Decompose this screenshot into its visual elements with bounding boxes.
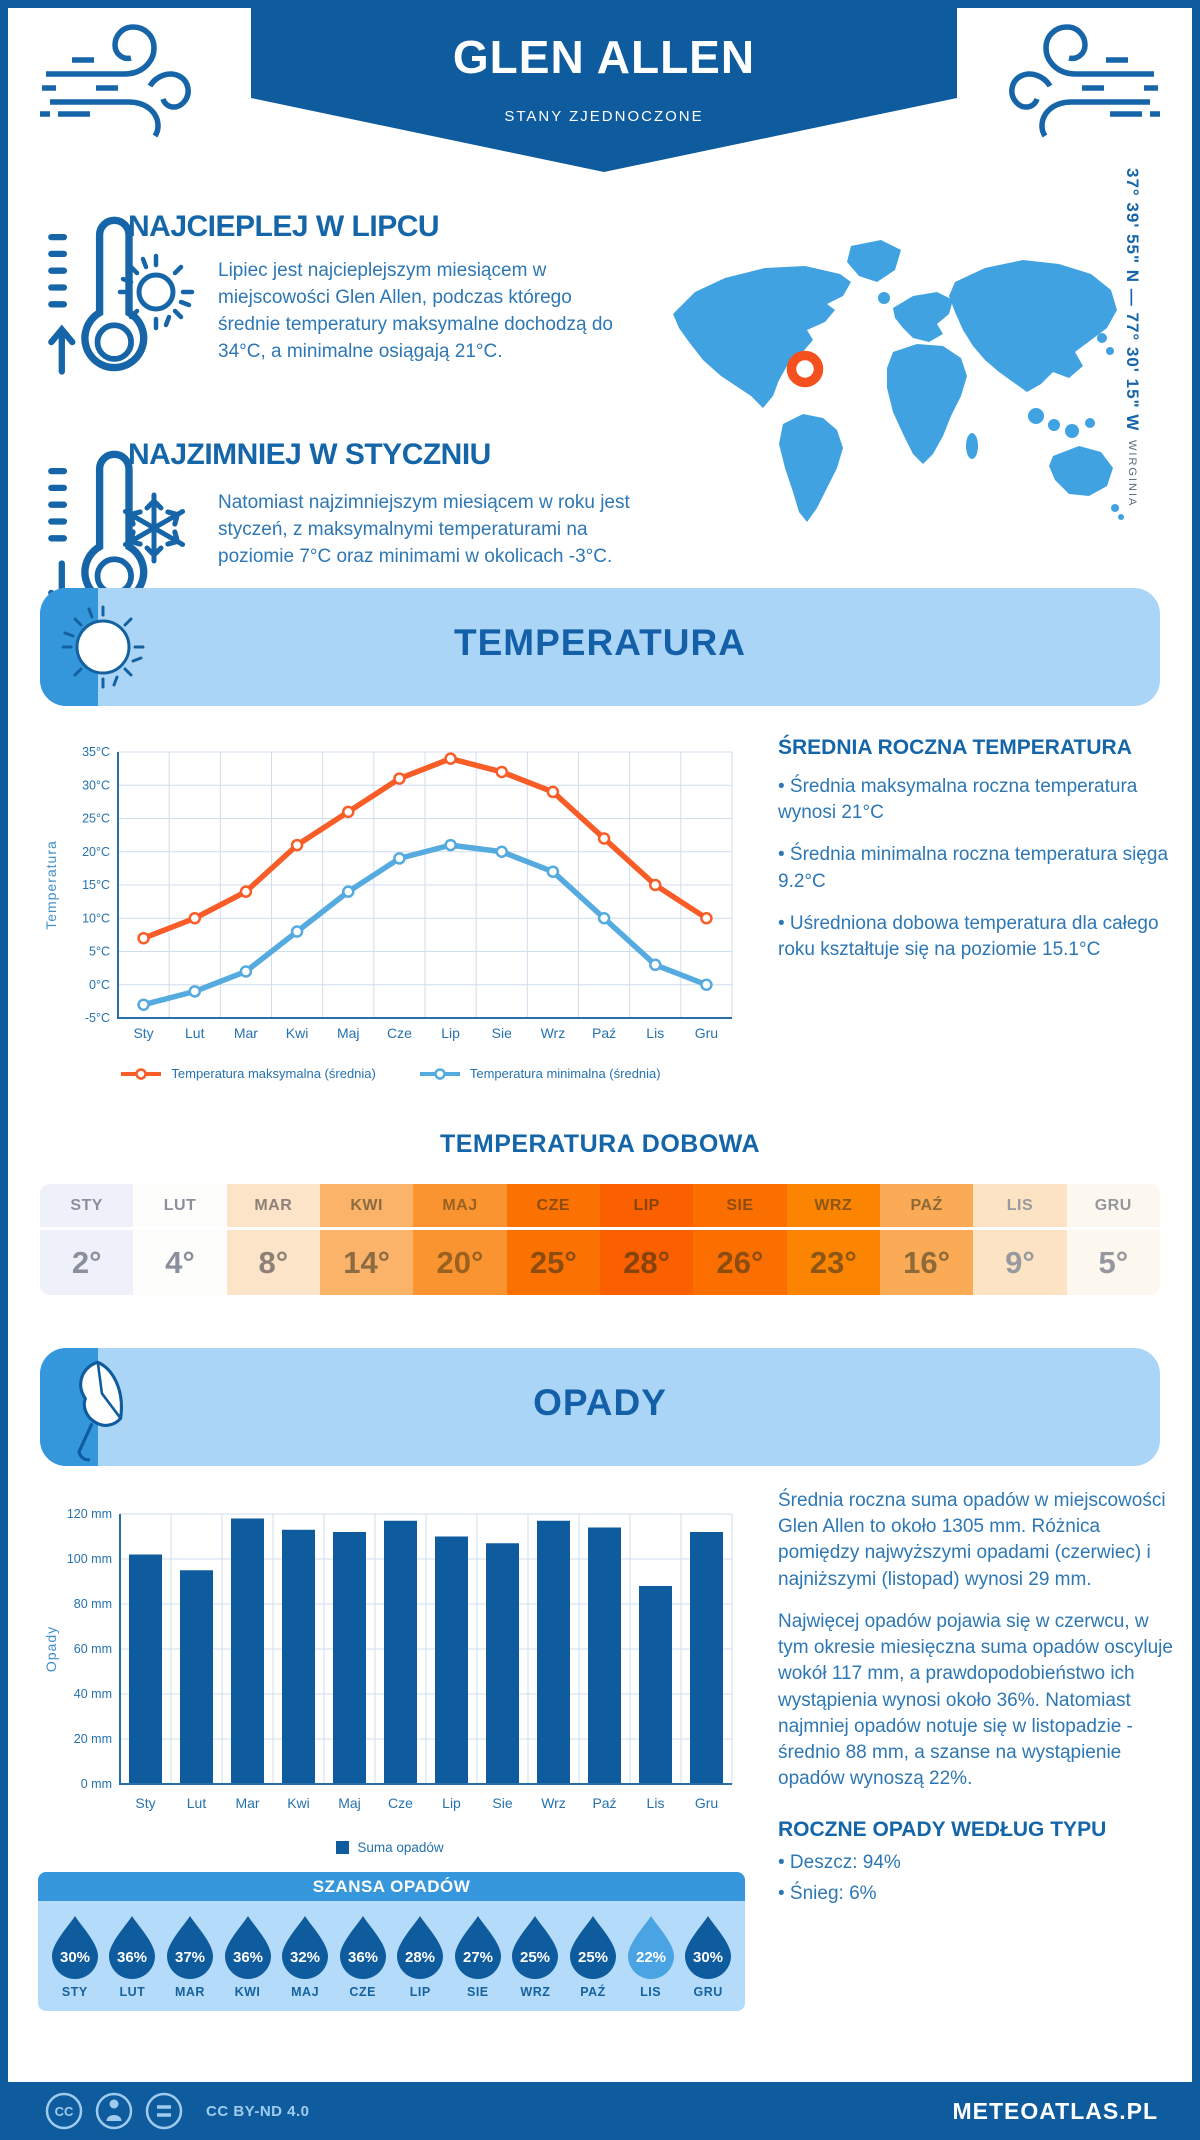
footer	[0, 2082, 1200, 2140]
daily-temp-column	[600, 1184, 693, 1295]
coordinates-text: 37° 39' 55" N — 77° 30' 15" W	[1123, 168, 1142, 432]
daily-temp-month: MAR	[227, 1184, 320, 1230]
bar-legend-swatch	[336, 1841, 349, 1854]
brand-label: METEOATLAS.PL	[952, 2097, 1158, 2124]
svg-text:Gru: Gru	[694, 1025, 719, 1041]
daily-temp-column	[787, 1184, 880, 1295]
svg-text:20°C: 20°C	[82, 844, 110, 859]
chance-month-cell	[622, 1915, 680, 1999]
coldest-text: Natomiast najzimniejszym miesiącem w roku jest styczeń, z maksymalnymi temperaturami na poziomie 7°C oraz minimami w okolicach -3°C.	[218, 492, 630, 567]
precipitation-types-title: ROCZNE OPADY WEDŁUG TYPU	[778, 1818, 1107, 1842]
daily-temperature-table	[40, 1184, 1160, 1295]
chance-month-label: LIP	[409, 1985, 431, 1999]
daily-temp-month: LIS	[973, 1184, 1066, 1230]
daily-temp-column	[227, 1184, 320, 1295]
svg-text:80 mm: 80 mm	[73, 1597, 112, 1611]
svg-text:27%: 27%	[462, 1949, 493, 1966]
svg-text:32%: 32%	[290, 1949, 321, 1966]
svg-text:Kwi: Kwi	[285, 1025, 309, 1041]
chance-month-label: STY	[61, 1985, 88, 1999]
chance-month-label: LIS	[640, 1985, 662, 1999]
svg-text:Lut: Lut	[186, 1795, 207, 1811]
annual-bullet: • Uśredniona dobowa temperatura dla całego roku kształtuje się na poziomie 15.1°C	[778, 912, 1159, 961]
daily-temp-value: 25°	[529, 1244, 577, 1280]
annual-temperature-title: ŚREDNIA ROCZNA TEMPERATURA	[778, 736, 1132, 759]
svg-text:36%: 36%	[232, 1949, 263, 1966]
svg-text:Paź: Paź	[592, 1025, 617, 1041]
svg-text:120 mm: 120 mm	[66, 1507, 112, 1521]
location-marker	[792, 356, 819, 383]
daily-temp-value: 26°	[716, 1244, 764, 1280]
daily-temp-value: 28°	[623, 1244, 671, 1280]
coordinates-block	[1122, 168, 1142, 548]
svg-text:28%: 28%	[405, 1949, 436, 1966]
svg-text:25%: 25%	[520, 1949, 551, 1966]
daily-temp-month: STY	[40, 1184, 133, 1230]
cc-license-icons	[42, 2089, 192, 2133]
daily-temp-value: 14°	[343, 1244, 391, 1280]
daily-temp-value: 23°	[809, 1244, 857, 1280]
chance-month-cell	[564, 1915, 622, 1999]
svg-text:Maj: Maj	[338, 1795, 361, 1811]
chance-month-cell	[46, 1915, 104, 1999]
precipitation-chance-row	[38, 1901, 745, 2011]
droplet-icon	[167, 1915, 213, 1979]
svg-text:Lip: Lip	[442, 1795, 461, 1811]
daily-temp-value: 16°	[903, 1244, 951, 1280]
precipitation-bar-chart	[40, 1500, 740, 1832]
daily-temp-month: SIE	[693, 1184, 786, 1230]
cc-nd-icon	[147, 2094, 181, 2128]
legend-label: Temperatura minimalna (średnia)	[469, 1066, 661, 1081]
line-chart-svg	[40, 736, 740, 1044]
chance-month-cell	[334, 1915, 392, 1999]
svg-text:Mar: Mar	[233, 1025, 258, 1041]
bar-chart-legend	[40, 1840, 740, 1855]
svg-text:Wrz: Wrz	[540, 1025, 566, 1041]
daily-temp-column	[40, 1184, 133, 1295]
daily-temp-column	[320, 1184, 413, 1295]
svg-text:Sie: Sie	[491, 1025, 512, 1041]
daily-temp-column	[693, 1184, 786, 1295]
wind-icon	[32, 18, 202, 138]
svg-text:Sty: Sty	[133, 1025, 154, 1041]
warmest-text: Lipiec jest najcieplejszym miesiącem w miejscowości Glen Allen, podczas którego średnie temperatury maksymalne dochodzą do 34°C, a minimalne osiągają 21°C.	[218, 260, 613, 362]
droplet-icon	[225, 1915, 271, 1979]
chance-month-cell	[219, 1915, 277, 1999]
svg-text:Lis: Lis	[646, 1795, 665, 1811]
chance-month-cell	[276, 1915, 334, 1999]
annual-bullet: • Średnia maksymalna roczna temperatura wynosi 21°C	[778, 776, 1138, 824]
chance-month-cell	[449, 1915, 507, 1999]
daily-temp-column	[133, 1184, 226, 1295]
svg-text:100 mm: 100 mm	[66, 1552, 112, 1566]
daily-temp-column	[507, 1184, 600, 1295]
daily-temp-column	[880, 1184, 973, 1295]
svg-text:Gru: Gru	[694, 1795, 719, 1811]
svg-text:60 mm: 60 mm	[73, 1642, 112, 1656]
daily-temp-value: 2°	[71, 1244, 102, 1280]
droplet-icon	[570, 1915, 616, 1979]
svg-text:22%: 22%	[635, 1949, 666, 1966]
daily-temp-value: 20°	[436, 1244, 484, 1280]
svg-text:5°C: 5°C	[89, 944, 110, 959]
chance-month-label: PAŹ	[580, 1985, 606, 1999]
daily-temp-column	[1067, 1184, 1160, 1295]
svg-text:10°C: 10°C	[82, 911, 110, 926]
precipitation-text-column	[778, 1488, 1178, 1923]
daily-temp-column	[973, 1184, 1066, 1295]
chance-month-label: GRU	[693, 1985, 723, 1999]
daily-temp-column	[413, 1184, 506, 1295]
svg-text:Lut: Lut	[185, 1025, 205, 1041]
line-chart-legend	[40, 1066, 740, 1081]
svg-text:Lis: Lis	[646, 1025, 665, 1041]
precipitation-chance-title: SZANSA OPADÓW	[38, 1872, 745, 1901]
svg-text:Cze: Cze	[386, 1025, 412, 1041]
svg-text:0°C: 0°C	[89, 977, 110, 992]
snowflake-icon	[114, 488, 194, 568]
svg-text:Mar: Mar	[235, 1795, 260, 1811]
world-map	[655, 218, 1125, 538]
svg-text:Kwi: Kwi	[287, 1795, 310, 1811]
chance-month-cell	[507, 1915, 565, 1999]
bar-chart-svg	[40, 1500, 740, 1832]
daily-temp-month: LIP	[600, 1184, 693, 1230]
chance-month-label: SIE	[467, 1985, 489, 1999]
daily-temp-value: 5°	[1098, 1244, 1129, 1280]
cc-person-icon	[97, 2094, 131, 2128]
svg-text:25%: 25%	[577, 1949, 608, 1966]
svg-text:Sty: Sty	[135, 1795, 156, 1811]
droplet-icon	[685, 1915, 731, 1979]
daily-temp-month: GRU	[1067, 1184, 1160, 1230]
droplet-icon	[397, 1915, 443, 1979]
svg-text:37%: 37%	[174, 1949, 205, 1966]
annual-bullet: • Średnia minimalna roczna temperatura sięga 9.2°C	[778, 844, 1169, 892]
daily-temp-month: LUT	[133, 1184, 226, 1230]
droplet-icon	[282, 1915, 328, 1979]
daily-temp-month: PAŹ	[880, 1184, 973, 1230]
daily-temperature-title: TEMPERATURA DOBOWA	[439, 1130, 761, 1158]
precipitation-type-bullet: • Śnieg: 6%	[778, 1882, 877, 1904]
svg-text:Maj: Maj	[336, 1025, 360, 1041]
precipitation-band-title: OPADY	[533, 1382, 667, 1423]
svg-text:30%: 30%	[693, 1949, 724, 1966]
chance-month-cell	[161, 1915, 219, 1999]
coldest-title: NAJZIMNIEJ W STYCZNIU	[128, 438, 491, 471]
precipitation-type-bullet: • Deszcz: 94%	[778, 1852, 901, 1874]
warmest-title: NAJCIEPLEJ W LIPCU	[128, 210, 440, 243]
precipitation-paragraph: Średnia roczna suma opadów w miejscowości Glen Allen to około 1305 mm. Różnica pomiędzy najwyższymi opadami (czerwiec) i najniższymi (listopad) wynosi 29 mm.	[778, 1490, 1166, 1590]
chance-month-label: MAR	[174, 1985, 205, 1999]
svg-text:30%: 30%	[59, 1949, 90, 1966]
chance-month-label: CZE	[349, 1985, 376, 1999]
daily-temp-month: CZE	[507, 1184, 600, 1230]
droplet-icon	[455, 1915, 501, 1979]
precipitation-band	[40, 1348, 1160, 1466]
svg-text:15°C: 15°C	[82, 878, 110, 892]
temperature-band	[40, 588, 1160, 706]
droplet-icon	[628, 1915, 674, 1979]
svg-text:0 mm: 0 mm	[80, 1777, 112, 1791]
svg-text:Temperatura: Temperatura	[43, 840, 59, 930]
daily-temp-month: KWI	[320, 1184, 413, 1230]
svg-text:Opady: Opady	[43, 1625, 59, 1673]
daily-temp-value: 4°	[165, 1244, 195, 1280]
chance-month-label: WRZ	[520, 1985, 551, 1999]
chance-month-label: LUT	[119, 1985, 146, 1999]
svg-text:20 mm: 20 mm	[73, 1732, 112, 1746]
sun-icon	[116, 252, 196, 332]
precipitation-paragraph: Najwięcej opadów pojawia się w czerwcu, w tym okresie miesięczna suma opadów oscyluje wokół 117 mm, a prawdopodobieństwo ich wystąpienia wynosi około 36%. Natomiast najmniej opadów notuje się w listopadzie - średnio 88 mm, a szanse na wystąpienie opadów wynoszą 22%.	[778, 1610, 1173, 1790]
daily-temp-value: 8°	[258, 1244, 289, 1280]
legend-item	[119, 1066, 375, 1081]
svg-text:36%: 36%	[347, 1949, 378, 1966]
chance-month-cell	[391, 1915, 449, 1999]
chance-month-label: MAJ	[291, 1985, 320, 1999]
svg-text:CC: CC	[54, 2104, 74, 2119]
svg-text:Lip: Lip	[441, 1025, 460, 1041]
daily-temp-month: MAJ	[413, 1184, 506, 1230]
temperature-band-title: TEMPERATURA	[454, 622, 746, 663]
svg-text:Wrz: Wrz	[541, 1795, 566, 1811]
bar-legend-label: Suma opadów	[357, 1840, 444, 1855]
temperature-line-chart	[40, 736, 740, 1044]
legend-label: Temperatura maksymalna (średnia)	[171, 1066, 376, 1081]
chance-month-cell	[104, 1915, 162, 1999]
region-label: WIRGINIA	[1126, 439, 1138, 508]
svg-text:36%: 36%	[117, 1949, 148, 1966]
svg-text:-5°C: -5°C	[84, 1011, 110, 1025]
svg-text:Paź: Paź	[592, 1795, 617, 1811]
precipitation-chance-strip	[38, 1872, 745, 2011]
legend-swatch-icon	[119, 1068, 163, 1080]
legend-item	[418, 1066, 661, 1081]
page-subtitle: STANY ZJEDNOCZONE	[504, 108, 704, 125]
legend-swatch-icon	[418, 1068, 462, 1080]
droplet-icon	[109, 1915, 155, 1979]
page-title: GLEN ALLEN	[452, 31, 756, 83]
svg-text:Cze: Cze	[388, 1795, 413, 1811]
annual-temperature-column	[778, 736, 1173, 979]
chance-month-cell	[679, 1915, 737, 1999]
svg-text:40 mm: 40 mm	[73, 1687, 112, 1701]
daily-temp-month: WRZ	[787, 1184, 880, 1230]
license-label: CC BY-ND 4.0	[206, 2102, 310, 2120]
wind-icon	[998, 18, 1168, 138]
svg-text:Sie: Sie	[492, 1795, 513, 1811]
droplet-icon	[52, 1915, 98, 1979]
svg-text:25°C: 25°C	[82, 811, 110, 826]
droplet-icon	[512, 1915, 558, 1979]
svg-text:30°C: 30°C	[82, 778, 110, 793]
svg-text:35°C: 35°C	[82, 745, 110, 759]
daily-temp-value: 9°	[1005, 1244, 1035, 1280]
chance-month-label: KWI	[234, 1985, 261, 1999]
droplet-icon	[340, 1915, 386, 1979]
